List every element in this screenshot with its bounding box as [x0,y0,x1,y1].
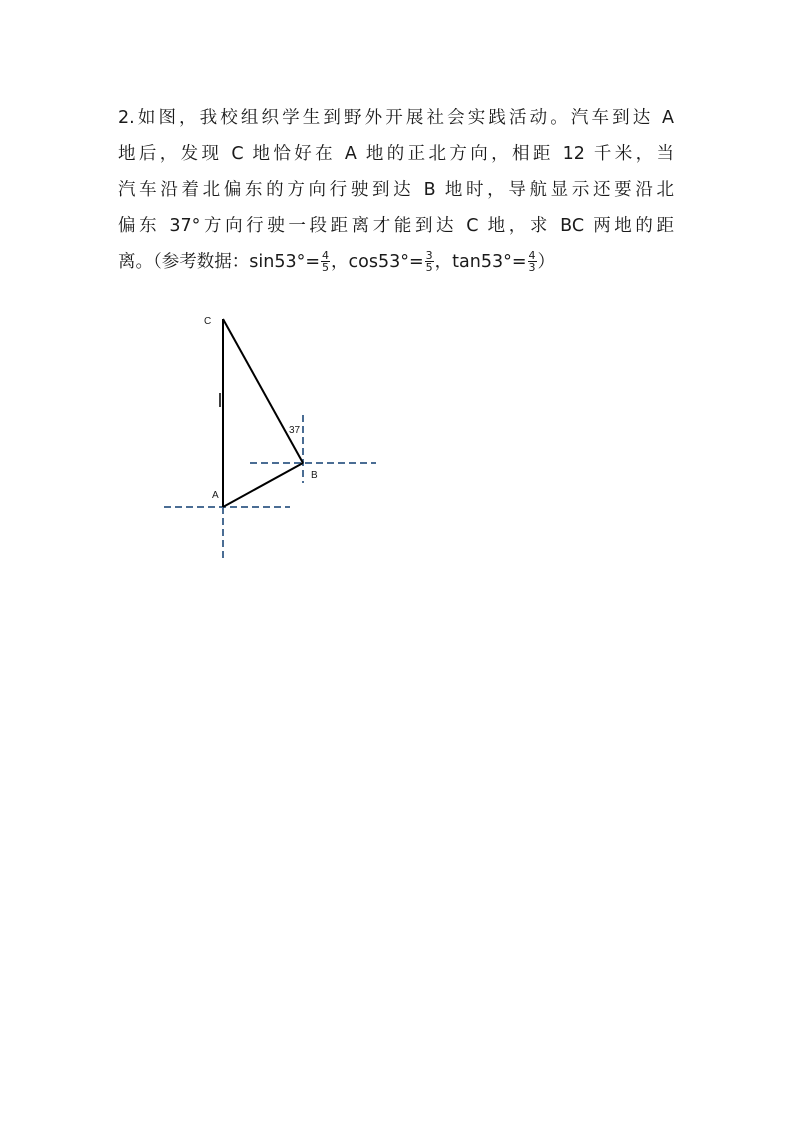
label-angle-37: 37 [289,425,301,436]
sin-numerator: 4 [322,248,330,262]
label-c: C [204,316,212,327]
cos-denominator: 5 [425,260,433,274]
sin-denominator: 5 [322,260,330,274]
reference-data-prefix: 离。（参考数据： [118,252,250,272]
label-a: A [212,490,219,501]
problem-line-1: 2.如图，我校组织学生到野外开展社会实践活动。汽车到达 A [118,108,674,128]
sin-label: sin53°= [249,252,321,272]
tan-numerator: 4 [528,248,536,262]
cos-fraction [425,250,434,273]
problem-text [118,100,674,280]
problem-line-4: 偏东 37°方向行驶一段距离才能到达 C 地，求 BC 两地的距 [118,216,674,236]
tan-denominator: 3 [528,260,536,274]
reference-data-suffix: ） [537,252,556,272]
problem-line-3: 汽车沿着北偏东的方向行驶到达 B 地时，导航显示还要沿北 [118,180,674,200]
label-b: B [311,470,318,481]
sin-fraction [321,250,330,273]
cos-label: ，cos53°= [331,252,424,272]
tan-fraction [528,250,537,273]
problem-line-5 [118,244,674,280]
segment-ab [223,463,303,507]
tan-label: ，tan53°= [434,252,527,272]
segment-cb [223,319,303,463]
cos-numerator: 3 [425,248,433,262]
geometry-figure [150,305,390,570]
problem-line-2: 地后，发现 C 地恰好在 A 地的正北方向，相距 12 千米，当 [118,144,674,164]
